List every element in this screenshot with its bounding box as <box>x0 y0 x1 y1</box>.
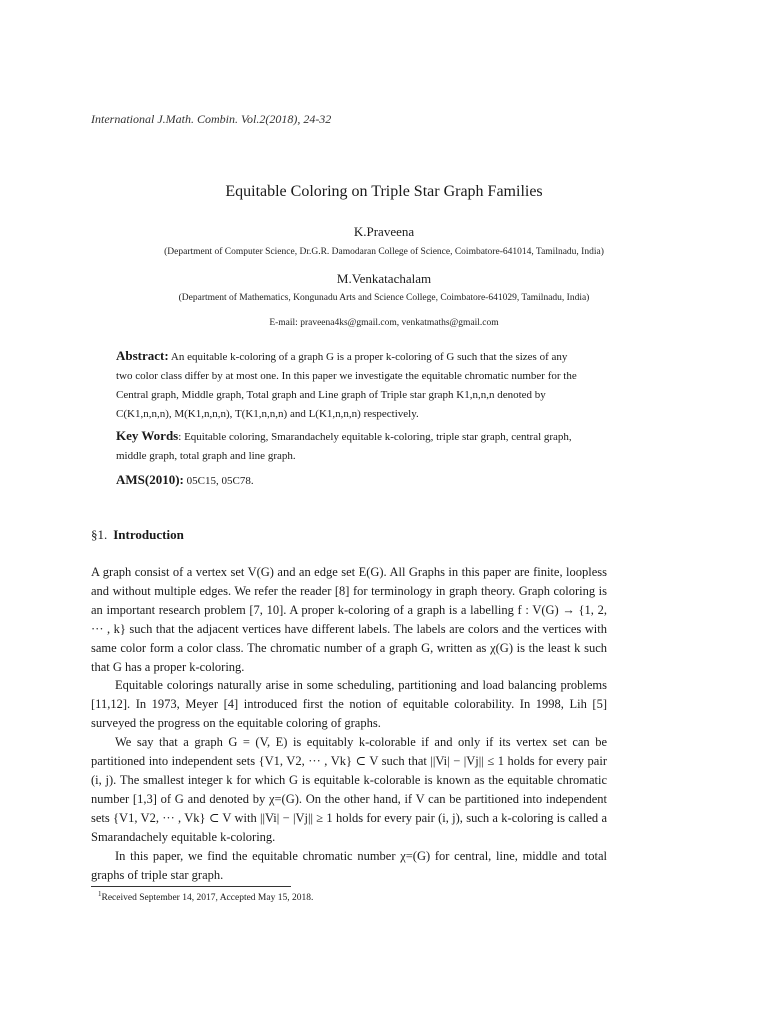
author-name: K.Praveena <box>353 224 415 239</box>
paragraph: Equitable colorings naturally arise in some scheduling, partitioning and load balancing problems [11,12]. In 1973, Meyer [4] introduced first the notion of equitable colorability. In 1998, Lih [5] surveyed the progress on the equitable coloring of graphs. <box>91 678 607 731</box>
abstract-text: An equitable k-coloring of a graph G is a proper k-coloring of G such that the sizes of any two color class differ by at most one. In this paper we investigate the equitable chromatic number for the Central graph, Middle graph, Total graph and Line graph of Triple star graph K1,n,n,n denoted by C(K1,n,n,n), M(K1,n,n,n), T(K1,n,n,n) and L(K1,n,n,n) respectively. <box>116 351 577 420</box>
section-heading <box>91 527 184 543</box>
section-title: Introduction <box>113 527 184 542</box>
footnote <box>98 890 313 903</box>
author-affiliation: (Department of Computer Science, Dr.G.R. Damodaran College of Science, Coimbatore-641014, Tamilnadu, India) <box>164 247 604 257</box>
ams-classification: AMS(2010): 05C15, 05C78. <box>116 472 254 487</box>
body-text <box>91 563 607 884</box>
section-number: §1. <box>91 527 108 542</box>
keywords-label: Key Words <box>116 428 179 443</box>
abstract-label: Abstract <box>116 348 165 363</box>
paragraph: A graph consist of a vertex set V(G) and an edge set E(G). All Graphs in this paper are finite, loopless and without multiple edges. We refer the reader [8] for terminology in graph theory. Graph coloring is an important research problem [7, 10]. A proper k-coloring of a graph is a labelling f : V(G) → {1, 2, ··· , k} such that the adjacent vertices have different labels. The labels are colors and the vertices with same color form a color class. The chromatic number of a graph G, written as χ(G) is the least k such that G has a proper k-coloring. <box>91 565 607 674</box>
footnote-text: Received September 14, 2017, Accepted May 15, 2018. <box>101 893 314 904</box>
keywords-text: Equitable coloring, Smarandachely equitable k-coloring, triple star graph, central graph, middle graph, total graph and line graph. <box>116 431 572 462</box>
keywords: Key Words: Equitable coloring, Smarandachely equitable k-coloring, triple star graph, central graph, middle graph, total graph and line graph. <box>116 428 572 462</box>
abstract-block <box>116 346 578 491</box>
abstract: Abstract: An equitable k-coloring of a graph G is a proper k-coloring of G such that the sizes of any two color class differ by at most one. In this paper we investigate the equitable chromatic number for the Central graph, Middle graph, Total graph and Line graph of Triple star graph K1,n,n,n denoted by C(K1,n,n,n), M(K1,n,n,n), T(K1,n,n,n) and L(K1,n,n,n) respectively. <box>116 348 577 420</box>
paper-title: Equitable Coloring on Triple Star Graph Families <box>225 183 543 200</box>
author-name: M.Venkatachalam <box>336 271 432 286</box>
ams-label: AMS(2010) <box>116 472 180 487</box>
author-email: E-mail: praveena4ks@gmail.com, venkatmaths@gmail.com <box>269 318 499 328</box>
paragraph: In this paper, we find the equitable chromatic number χ=(G) for central, line, middle and total graphs of triple star graph. <box>91 848 607 882</box>
ams-text: 05C15, 05C78. <box>186 475 254 487</box>
footnote-rule <box>91 886 291 887</box>
footnote-mark: 1 <box>98 890 102 898</box>
paragraph: We say that a graph G = (V, E) is equitably k-colorable if and only if its vertex set can be partitioned into independent sets {V1, V2, ··· , Vk} ⊂ V such that ||Vi| − |Vj|| ≤ 1 holds for every pair (i, j). The smallest integer k for which G is equitable k-colorable is known as the equitable chromatic number [1,3] of G and denoted by χ=(G). On the other hand, if V can be partitioned into independent sets {V1, V2, ··· , Vk} ⊂ V with ||Vi| − |Vj|| ≥ 1 holds for every pair (i, j), such a k-coloring is called a Smarandachely equitable k-coloring. <box>91 735 607 844</box>
author-affiliation: (Department of Mathematics, Kongunadu Arts and Science College, Coimbatore-641029, Tamilnadu, India) <box>178 293 590 303</box>
journal-header: International J.Math. Combin. Vol.2(2018), 24-32 <box>91 112 332 126</box>
